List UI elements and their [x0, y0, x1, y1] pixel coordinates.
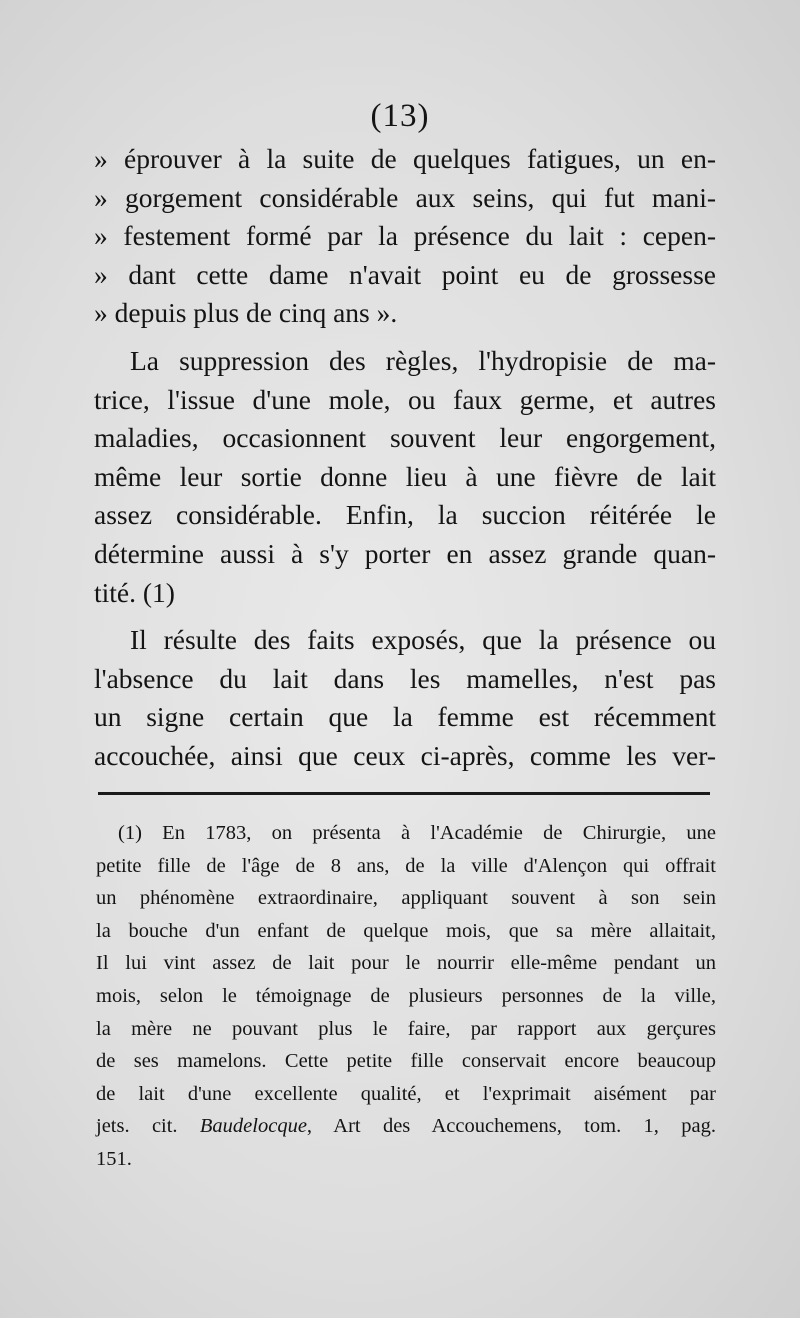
text-line: trice, l'issue d'une mole, ou faux germe, et autres: [94, 383, 716, 415]
main-text: [94, 140, 716, 776]
footnote-line: mois, selon le témoignage de plusieurs personnes de la ville,: [96, 984, 716, 1007]
footnote-line: la bouche d'un enfant de quelque mois, que sa mère allaitait,: [96, 919, 716, 942]
footnote-line: de lait d'une excellente qualité, et l'exprimait aisément par: [96, 1082, 716, 1105]
text-line: même leur sortie donne lieu à une fièvre de lait: [94, 460, 716, 492]
text-line: l'absence du lait dans les mamelles, n'est pas: [94, 662, 716, 694]
text-line: détermine aussi à s'y porter en assez grande quan-: [94, 537, 716, 569]
citation-author: Baudelocque: [199, 1115, 307, 1138]
text-line: maladies, occasionnent souvent leur engorgement,: [94, 422, 716, 454]
footnote-rule: [98, 792, 710, 795]
text-line: » gorgement considérable aux seins, qui fut mani-: [94, 181, 716, 213]
text-line: Il résulte des faits exposés, que la présence ou: [130, 624, 716, 656]
paragraph: [94, 342, 716, 612]
text-line: » depuis plus de cinq ans ».: [94, 297, 398, 329]
text-line: » festement formé par la présence du lait : cepen-: [94, 220, 716, 252]
page-number: (13): [370, 98, 430, 134]
footnote-line: 151.: [96, 1147, 132, 1170]
text-line: assez considérable. Enfin, la succion réitérée le: [94, 499, 716, 531]
footnote-citation-line: [96, 1110, 716, 1143]
text-line: tité. (1): [94, 576, 175, 608]
paragraph: [94, 140, 716, 333]
footnote-line: la mère ne pouvant plus le faire, par rapport aux gerçures: [96, 1017, 716, 1040]
footnote-line: (1) En 1783, on présenta à l'Académie de Chirurgie, une: [118, 822, 716, 844]
citation-prefix: jets. cit.: [96, 1115, 200, 1138]
footnote-line: petite fille de l'âge de 8 ans, de la ville d'Alençon qui offrait: [96, 854, 716, 877]
text-line: » dant cette dame n'avait point eu de grossesse: [94, 258, 716, 290]
footnote-line: un phénomène extraordinaire, appliquant souvent à son sein: [96, 887, 716, 910]
footnote-line: de ses mamelons. Cette petite fille conservait encore beaucoup: [96, 1050, 716, 1073]
footnote-line: Il lui vint assez de lait pour le nourrir elle-même pendant un: [96, 952, 716, 975]
citation-rest: , Art des Accouchemens, tom. 1, pag.: [306, 1115, 716, 1138]
text-line: » éprouver à la suite de quelques fatigues, un en-: [94, 143, 716, 174]
footnote: [96, 817, 716, 1176]
paragraph: [94, 621, 716, 775]
text-line: un signe certain que la femme est récemment: [94, 701, 716, 733]
text-line: accouchée, ainsi que ceux ci-après, comme les ver-: [94, 739, 716, 771]
text-line: La suppression des règles, l'hydropisie de ma-: [130, 344, 716, 376]
